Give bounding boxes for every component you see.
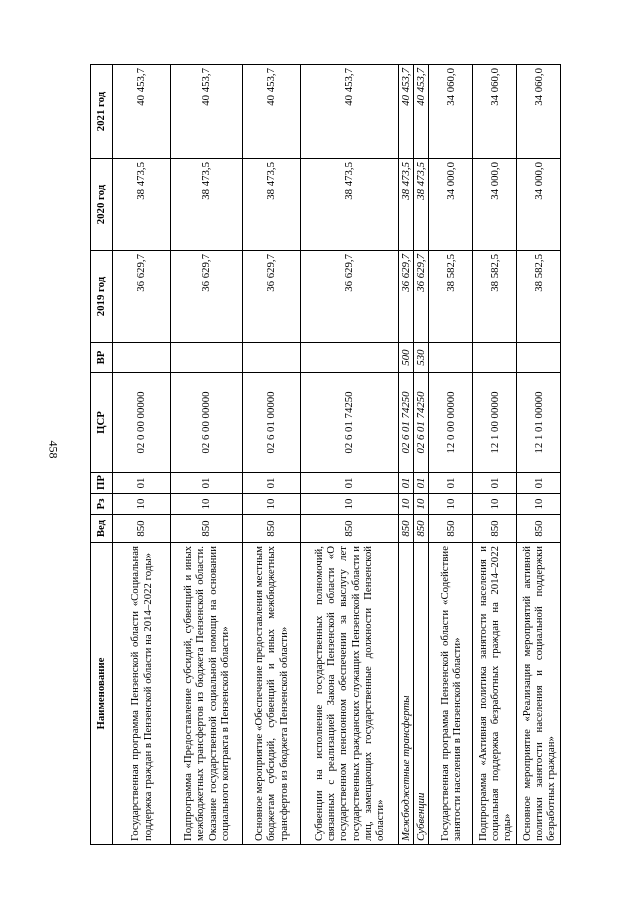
table-row: [414, 65, 429, 845]
row-2021: 34 060,0: [517, 65, 561, 159]
header-csr: ЦСР: [91, 373, 113, 473]
row-csr: 12 1 00 00000: [473, 373, 517, 473]
row-ved: 850: [301, 515, 399, 543]
row-2020: 38 473,5: [171, 159, 243, 251]
row-2021: 40 453,7: [113, 65, 171, 159]
row-2021: 40 453,7: [243, 65, 301, 159]
row-name: Основное мероприятие «Реализация мероприятий активной политики занятости населения и социальной поддержки безработных граждан»: [517, 543, 561, 845]
row-csr: 12 1 01 00000: [517, 373, 561, 473]
row-2021: 40 453,7: [399, 65, 414, 159]
row-vr: [243, 343, 301, 373]
header-pr: ПР: [91, 473, 113, 494]
table-row: [517, 65, 561, 845]
header-vr: ВР: [91, 343, 113, 373]
row-ved: 850: [429, 515, 473, 543]
row-2020: 38 473,5: [113, 159, 171, 251]
row-vr: 530: [414, 343, 429, 373]
table-row: [473, 65, 517, 845]
table-row: [429, 65, 473, 845]
row-pr: 01: [301, 473, 399, 494]
row-rz: 10: [301, 494, 399, 515]
row-name: Межбюджетные трансферты: [399, 543, 414, 845]
row-2019: 36 629,7: [113, 251, 171, 343]
row-2020: 38 473,5: [399, 159, 414, 251]
row-vr: 500: [399, 343, 414, 373]
row-pr: 01: [414, 473, 429, 494]
header-name: Наименование: [91, 543, 113, 845]
row-csr: 02 6 00 00000: [171, 373, 243, 473]
row-rz: 10: [429, 494, 473, 515]
row-2019: 38 582,5: [429, 251, 473, 343]
row-csr: 02 6 01 00000: [243, 373, 301, 473]
row-pr: 01: [429, 473, 473, 494]
row-pr: 01: [243, 473, 301, 494]
table-row: [301, 65, 399, 845]
row-pr: 01: [113, 473, 171, 494]
row-2019: 36 629,7: [414, 251, 429, 343]
row-name: Подпрограмма «Предоставление субсидий, субвенций и иных межбюджетных трансфертов из бюджета Пензенской области. Оказание государственной социальной помощи на основании социального контракта в Пензенской области»: [171, 543, 243, 845]
row-ved: 850: [399, 515, 414, 543]
header-2021: 2021 год: [91, 65, 113, 159]
row-rz: 10: [171, 494, 243, 515]
row-2021: 40 453,7: [414, 65, 429, 159]
row-2019: 38 582,5: [517, 251, 561, 343]
table-row: [113, 65, 171, 845]
row-2020: 34 000,0: [429, 159, 473, 251]
row-csr: 02 0 00 00000: [113, 373, 171, 473]
row-2019: 36 629,7: [399, 251, 414, 343]
row-vr: [517, 343, 561, 373]
budget-table: [90, 64, 561, 845]
table-row: [399, 65, 414, 845]
row-rz: 10: [243, 494, 301, 515]
row-rz: 10: [414, 494, 429, 515]
row-rz: 10: [473, 494, 517, 515]
header-2019: 2019 год: [91, 251, 113, 343]
row-name: Субвенции на исполнение государственных полномочий, связанных с реализацией Закона Пензенской области «О государственном пенсионном обеспечении за выслугу лет государственных гражданских служащих Пензенской области и лиц, замещающих государственные должности Пензенской области»: [301, 543, 399, 845]
row-rz: 10: [517, 494, 561, 515]
row-2020: 38 473,5: [243, 159, 301, 251]
row-vr: [473, 343, 517, 373]
row-2021: 40 453,7: [301, 65, 399, 159]
row-2020: 34 000,0: [517, 159, 561, 251]
row-ved: 850: [243, 515, 301, 543]
row-name: Основное мероприятие «Обеспечение предоставления местным бюджетам субсидий, субвенций и иных межбюджетных трансфертов из бюджета Пензенской области»: [243, 543, 301, 845]
row-vr: [301, 343, 399, 373]
row-2019: 36 629,7: [243, 251, 301, 343]
row-2021: 40 453,7: [171, 65, 243, 159]
rotated-table-wrapper: [90, 65, 557, 845]
row-name: Субвенции: [414, 543, 429, 845]
row-csr: 02 6 01 74250: [414, 373, 429, 473]
row-2020: 38 473,5: [301, 159, 399, 251]
row-csr: 02 6 01 74250: [301, 373, 399, 473]
table-row: [243, 65, 301, 845]
row-csr: 02 6 01 74250: [399, 373, 414, 473]
row-ved: 850: [517, 515, 561, 543]
row-csr: 12 0 00 00000: [429, 373, 473, 473]
row-pr: 01: [399, 473, 414, 494]
header-2020: 2020 год: [91, 159, 113, 251]
page-number: 458: [46, 440, 61, 459]
row-2019: 36 629,7: [301, 251, 399, 343]
row-2019: 38 582,5: [473, 251, 517, 343]
row-rz: 10: [399, 494, 414, 515]
row-rz: 10: [113, 494, 171, 515]
header-ved: Вед: [91, 515, 113, 543]
table-row: [171, 65, 243, 845]
row-ved: 850: [414, 515, 429, 543]
row-2021: 34 060,0: [429, 65, 473, 159]
row-vr: [171, 343, 243, 373]
row-ved: 850: [473, 515, 517, 543]
row-pr: 01: [473, 473, 517, 494]
row-pr: 01: [517, 473, 561, 494]
row-vr: [113, 343, 171, 373]
row-vr: [429, 343, 473, 373]
row-pr: 01: [171, 473, 243, 494]
row-2019: 36 629,7: [171, 251, 243, 343]
row-name: Государственная программа Пензенской области «Содействие занятости населения в Пензенской области»: [429, 543, 473, 845]
row-ved: 850: [171, 515, 243, 543]
row-name: Подпрограмма «Активная политика занятости населения и социальная поддержка безработных граждан на 2014–2022 годы»: [473, 543, 517, 845]
table-header-row: [91, 65, 113, 845]
row-2020: 34 000,0: [473, 159, 517, 251]
row-2020: 38 473,5: [414, 159, 429, 251]
row-ved: 850: [113, 515, 171, 543]
row-name: Государственная программа Пензенской области «Социальная поддержка граждан в Пензенской области на 2014–2022 годы»: [113, 543, 171, 845]
row-2021: 34 060,0: [473, 65, 517, 159]
header-rz: Рз: [91, 494, 113, 515]
